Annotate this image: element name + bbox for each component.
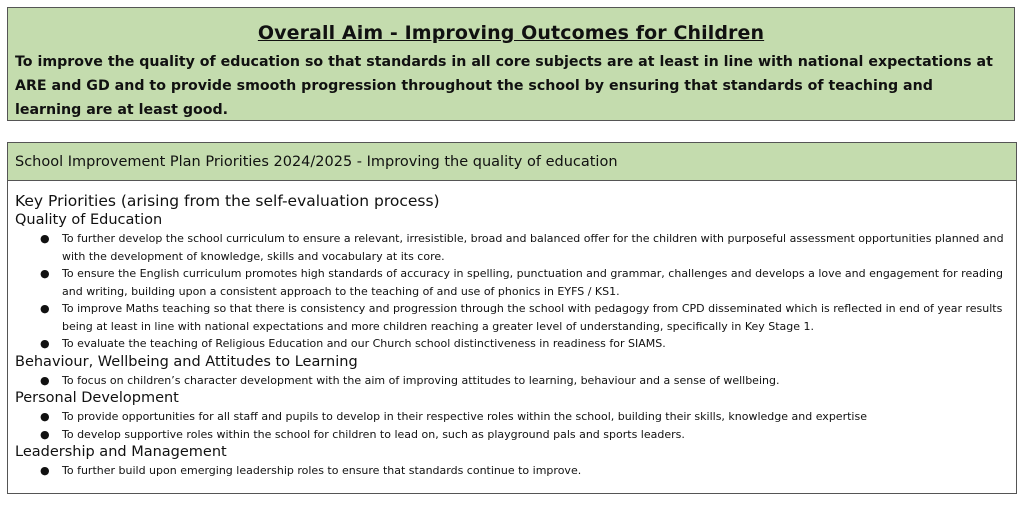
behaviour-list xyxy=(15,372,1010,390)
quality-of-education-list xyxy=(15,230,1010,353)
bullet-icon: ● xyxy=(40,232,50,245)
overall-aim-box xyxy=(7,7,1015,121)
bullet-icon: ● xyxy=(40,337,50,350)
list-item: ● To further build upon emerging leadership roles to ensure that standards continue to improve. xyxy=(15,462,1010,480)
overall-aim-text: To improve the quality of education so that standards in all core subjects are at least in line with national expectations at ARE and GD and to provide smooth progression throughout the school by ensuring that standards of teaching and learning are at least good. xyxy=(15,54,993,118)
priorities-table xyxy=(7,142,1017,494)
list-item: ● To evaluate the teaching of Religious Education and our Church school distinctiveness in readiness for SIAMS. xyxy=(15,335,1010,353)
bullet-icon: ● xyxy=(40,464,50,477)
personal-development-list xyxy=(15,408,1010,443)
list-item: ● To ensure the English curriculum promotes high standards of accuracy in spelling, punctuation and grammar, challenges and develops a love and engagement for reading and writing, building upon a consistent approach to the teaching of and use of phonics in EYFS / KS1. xyxy=(40,267,1003,298)
priorities-body xyxy=(15,191,1010,480)
key-priorities-heading: Key Priorities (arising from the self-evaluation process) xyxy=(15,192,440,210)
bullet-icon: ● xyxy=(40,373,50,387)
section-heading-behaviour: Behaviour, Wellbeing and Attitudes to Learning xyxy=(15,353,358,370)
overall-aim-title: Overall Aim - Improving Outcomes for Children xyxy=(257,22,765,44)
list-item: ● To provide opportunities for all staff and pupils to develop in their respective roles within the school, building their skills, knowledge and expertise xyxy=(15,408,1010,426)
section-heading-leadership: Leadership and Management xyxy=(15,444,227,460)
bullet-icon: ● xyxy=(40,410,50,423)
leadership-list xyxy=(15,462,1010,480)
list-item: ● To develop supportive roles within the school for children to lead on, such as playground pals and sports leaders. xyxy=(15,426,1010,444)
list-item: ● To improve Maths teaching so that there is consistency and progression through the school with pedagogy from CPD disseminated which is reflected in end of year results being at least in line with national expectations and more children reaching a greater level of understanding, specifically in Key Stage 1. xyxy=(40,302,1003,333)
list-item: ● To focus on children’s character development with the aim of improving attitudes to learning, behaviour and a sense of wellbeing. xyxy=(15,372,1010,390)
bullet-icon: ● xyxy=(40,427,50,441)
section-heading-personal-development: Personal Development xyxy=(15,390,179,406)
section-heading-quality-of-education: Quality of Education xyxy=(15,212,163,228)
priorities-header: School Improvement Plan Priorities 2024/2025 - Improving the quality of education xyxy=(8,143,1016,181)
list-item: ● To further develop the school curriculum to ensure a relevant, irresistible, broad and balanced offer for the children with purposeful assessment opportunities planned and with the development of knowledge, skills and vocabulary at its core. xyxy=(40,232,1004,263)
bullet-icon: ● xyxy=(40,267,50,280)
bullet-icon: ● xyxy=(40,302,50,315)
